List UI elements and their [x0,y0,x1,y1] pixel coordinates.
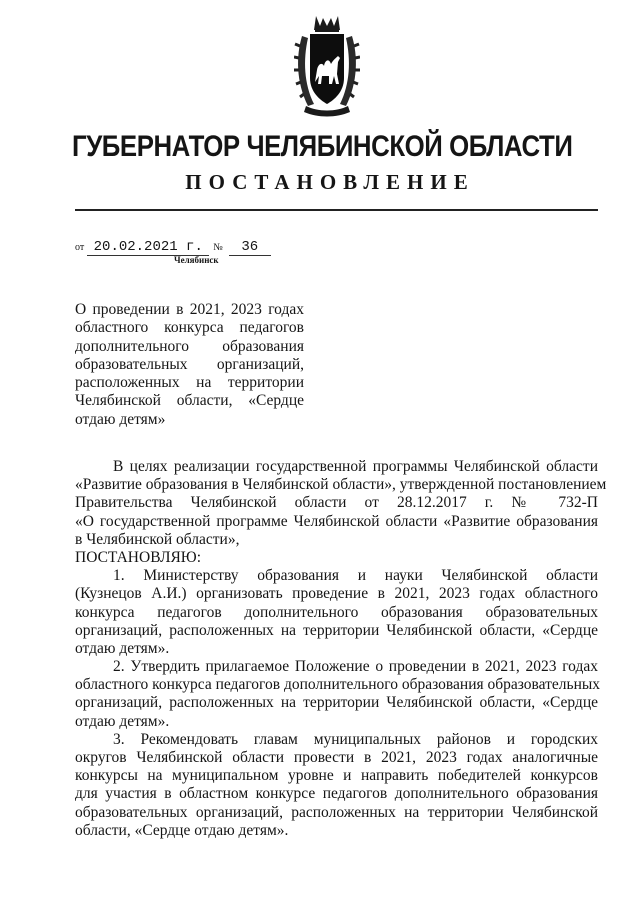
subject-line: Челябинской области, «Сердце [75,392,304,410]
subject-line: образовательных организаций, [75,355,304,373]
governor-title: ГУБЕРНАТОР ЧЕЛЯБИНСКОЙ ОБЛАСТИ [71,130,573,163]
body-line: 1. Министерству образования и науки Челябинской области [113,567,598,585]
subject-line: расположенных на территории [75,374,304,392]
body-line: конкурса педагогов дополнительного образования образовательных [75,603,598,621]
subject-line: областного конкурса педагогов [75,319,304,337]
document-body [75,458,607,840]
document-date: 20.02.2021 г. [87,240,209,256]
resolution-word: ПОСТАНОВЛЯЮ: [75,548,202,566]
subject-line: дополнительного образования [75,337,304,355]
city-label: Челябинск [174,255,219,265]
subject-line: отдаю детям» [75,410,166,428]
body-line: округов Челябинской области провести в 2021, 2023 годах аналогичные [75,749,598,766]
chelyabinsk-oblast-coat-of-arms-icon [294,12,360,118]
header-divider [75,209,598,211]
body-line: отдаю детям». [75,639,170,657]
body-line: конкурсы на муниципальном уровне и направить победителей конкурсов [75,767,598,785]
body-line: «О государственной программе Челябинской области «Развитие образования [75,512,598,530]
body-line: организаций, расположенных на территории Челябинской области, «Сердце [75,621,598,639]
body-line: «Развитие образования в Челябинской области», утвержденной постановлением [75,476,607,494]
body-line: образовательных организаций, расположенных на территории Челябинской [75,803,598,821]
body-line: Правительства Челябинской области от 28.12.2017 г. № 732-П [75,494,598,512]
body-line: областного конкурса педагогов дополнительного образования образовательных [75,676,601,694]
body-line: (Кузнецов А.И.) организовать проведение в 2021, 2023 годах областного [75,585,598,603]
document-subject [75,301,304,429]
document-type-heading: ПОСТАНОВЛЕНИЕ [185,170,475,194]
subject-line: О проведении в 2021, 2023 годах [75,301,304,318]
body-line: для участия в областном конкурсе педагогов дополнительного образования [75,785,598,803]
body-line: В целях реализации государственной программы Челябинской области [113,458,598,475]
date-number-line [75,239,271,256]
body-line: в Челябинской области», [75,530,240,548]
body-line: области, «Сердце отдаю детям». [75,821,289,839]
number-prefix: № [213,242,223,253]
body-line: 3. Рекомендовать главам муниципальных районов и городских [113,730,598,748]
body-line: организаций, расположенных на территории Челябинской области, «Сердце [75,694,598,712]
body-line: 2. Утвердить прилагаемое Положение о проведении в 2021, 2023 годах [113,658,598,676]
body-line: отдаю детям». [75,712,170,730]
date-prefix: от [75,242,85,253]
document-number: 36 [229,240,271,256]
